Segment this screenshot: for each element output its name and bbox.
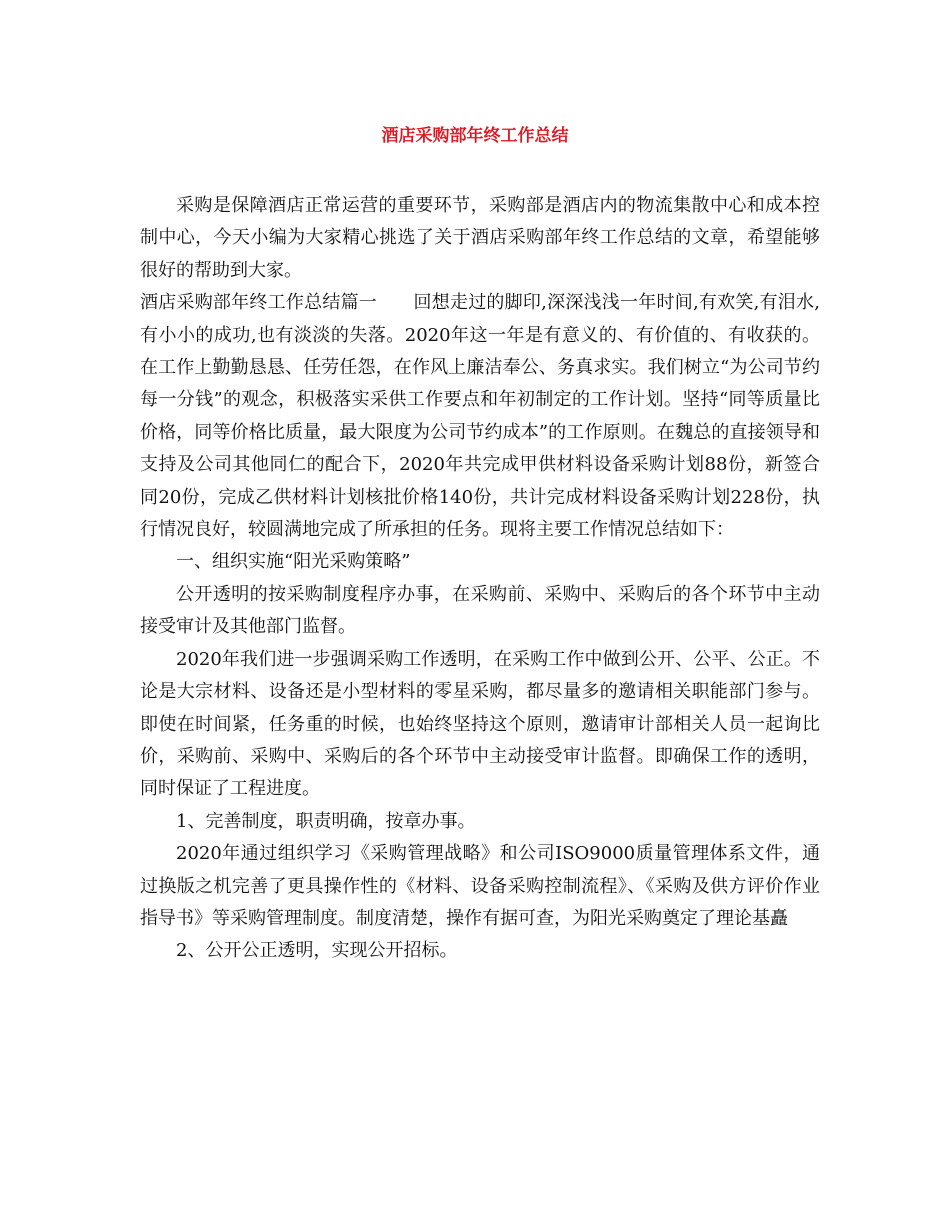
paragraph: 2、公开公正透明，实现公开招标。 xyxy=(176,940,458,962)
paragraph: 1、完善制度，职责明确，按章办事。 xyxy=(176,810,476,832)
paragraph: 2020年我们进一步强调采购工作透明，在采购工作中做到公开、公平、公正。不论是大宗材料、设备还是小型材料的零星采购，都尽量多的邀请相关职能部门参与。即使在时间紧，任务重的时候，也始终坚持这个原则，邀请审计部相关人员一起询比价，采购前、采购中、采购后的各个环节中主动接受审计监督。即确保工作的透明，同时保证了工程进度。 xyxy=(140,648,820,800)
document-body xyxy=(140,190,820,968)
document-title: 酒店采购部年终工作总结 xyxy=(381,126,569,146)
paragraph: 一、组织实施“阳光采购策略” xyxy=(176,551,411,573)
paragraph: 酒店采购部年终工作总结篇一 回想走过的脚印,深深浅浅一年时间,有欢笑,有泪水,有小小的成功,也有淡淡的失落。2020年这一年是有意义的、有价值的、有收获的。在工作上勤勤恳恳、任劳任怨，在作风上廉洁奉公、务真求实。我们树立“为公司节约每一分钱”的观念，积极落实采供工作要点和年初制定的工作计划。坚持“同等质量比价格，同等价格比质量，最大限度为公司节约成本”的工作原则。在魏总的直接领导和支持及公司其他同仁的配合下，2020年共完成甲供材料设备采购计划88份，新签合同20份，完成乙供材料计划核批价格140份，共计完成材料设备采购计划228份，执行情况良好，较圆满地完成了所承担的任务。现将主要工作情况总结如下： xyxy=(140,292,820,541)
paragraph: 公开透明的按采购制度程序办事，在采购前、采购中、采购后的各个环节中主动接受审计及其他部门监督。 xyxy=(140,583,820,638)
paragraph: 2020年通过组织学习《采购管理战略》和公司ISO9000质量管理体系文件，通过换版之机完善了更具操作性的《材料、设备采购控制流程》、《采购及供方评价作业指导书》等采购管理制度。制度清楚，操作有据可查，为阳光采购奠定了理论基矗 xyxy=(140,843,820,929)
paragraph: 采购是保障酒店正常运营的重要环节，采购部是酒店内的物流集散中心和成本控制中心，今天小编为大家精心挑选了关于酒店采购部年终工作总结的文章，希望能够很好的帮助到大家。 xyxy=(140,195,820,281)
